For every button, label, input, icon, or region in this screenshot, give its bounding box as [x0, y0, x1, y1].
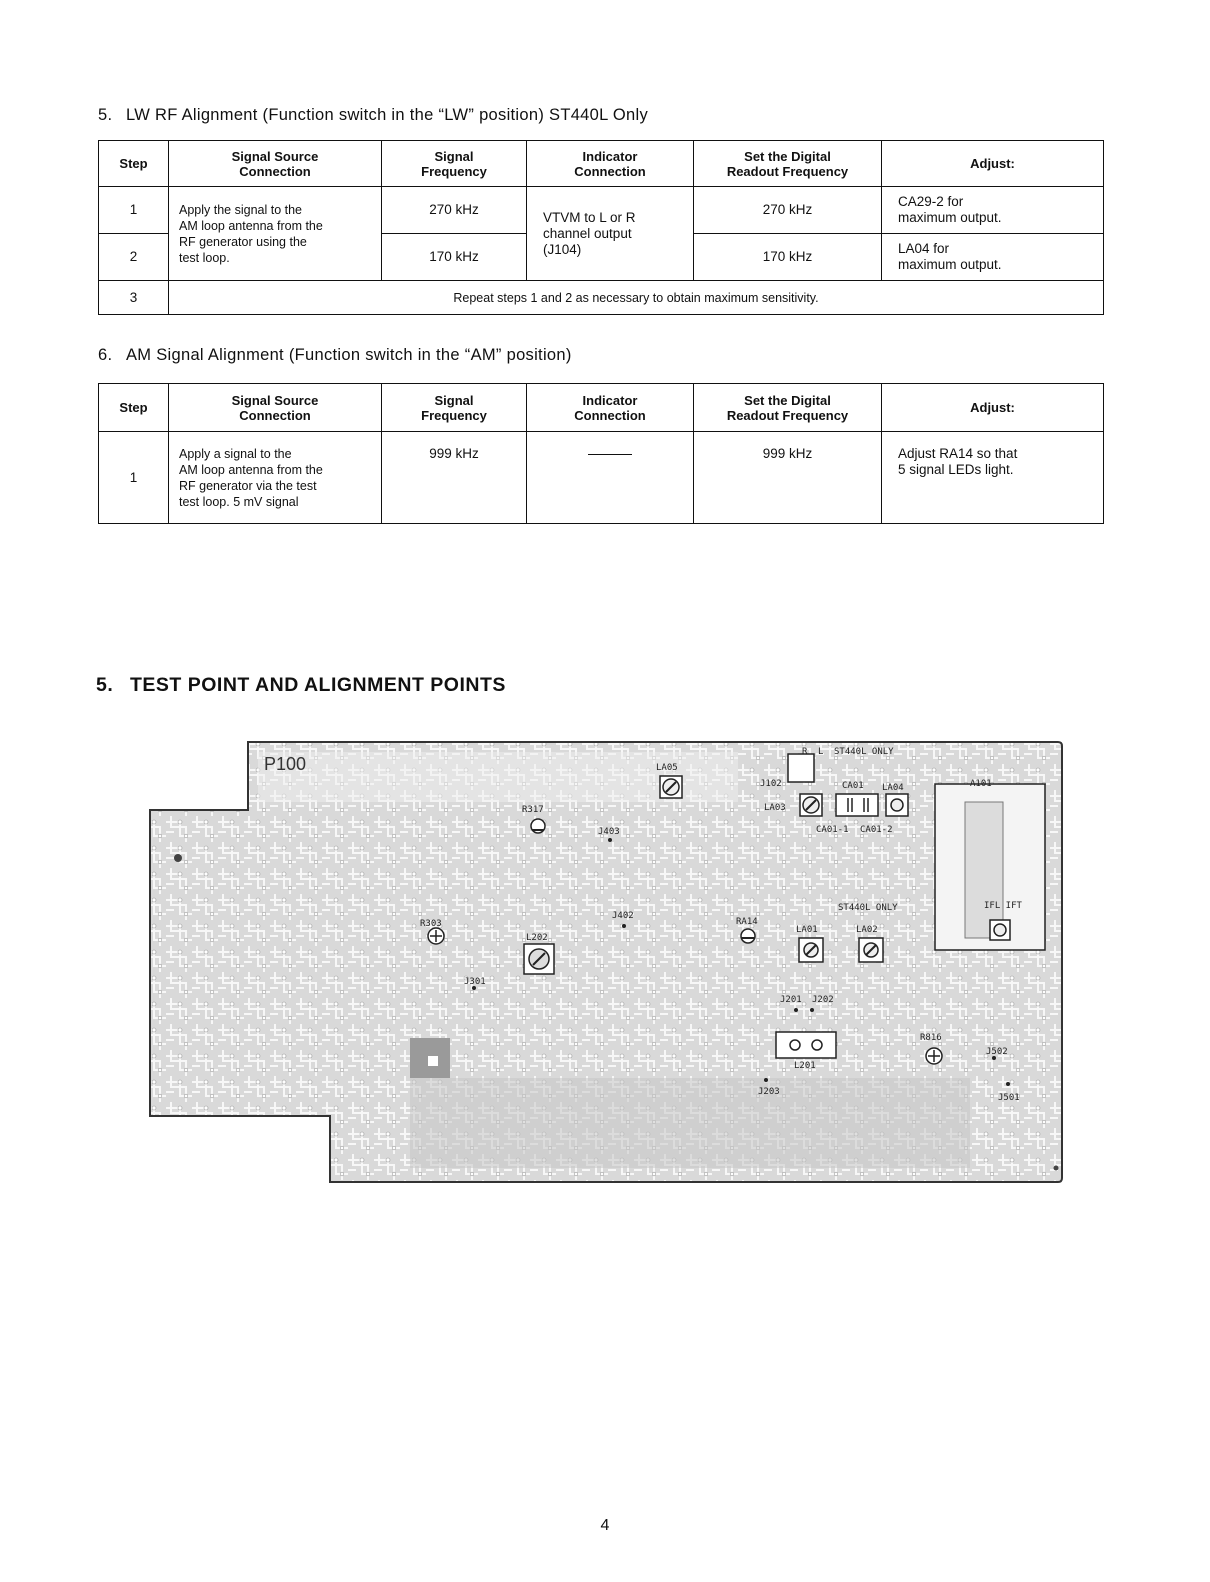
signal-source-cell: Apply the signal to the AM loop antenna from the RF generator using the test loop.	[169, 187, 382, 281]
readout-cell: 999 kHz	[694, 432, 882, 524]
table-row	[99, 281, 1104, 315]
trimmer-ra14	[741, 929, 755, 943]
test-points-number: 5.	[96, 674, 114, 696]
readout-cell: 170 kHz	[694, 234, 882, 281]
pcb-label: J201	[780, 995, 802, 1005]
test-point-j202	[810, 1008, 814, 1012]
pcb-label: J102	[760, 779, 782, 789]
pcb-label: IFL IFT	[984, 901, 1022, 911]
pcb-diagram	[140, 738, 1070, 1188]
test-point-j402	[622, 924, 626, 928]
header-signal-frequency: Signal Frequency	[382, 384, 527, 432]
test-point-j403	[608, 838, 612, 842]
am-section-title: AM Signal Alignment (Function switch in the “AM” position)	[126, 346, 572, 364]
pcb-label: LA01	[796, 925, 818, 935]
pcb-label: L202	[526, 933, 548, 943]
step-cell: 1	[99, 187, 169, 234]
lw-section-heading	[98, 106, 648, 125]
adjust-cell: CA29-2 for maximum output.	[882, 187, 1104, 234]
pcb-label: R317	[522, 805, 544, 815]
frequency-cell: 999 kHz	[382, 432, 527, 524]
coil-la01	[799, 938, 823, 962]
trimmer-r317	[531, 819, 545, 833]
step-cell: 2	[99, 234, 169, 281]
header-adjust: Adjust:	[882, 141, 1104, 187]
pcb-label: J403	[598, 827, 620, 837]
pcb-label: J301	[464, 977, 486, 987]
pcb-label: J402	[612, 911, 634, 921]
test-point-j201	[794, 1008, 798, 1012]
pcb-label: L201	[794, 1061, 816, 1071]
header-signal-frequency: Signal Frequency	[382, 141, 527, 187]
pcb-label: J501	[998, 1093, 1020, 1103]
adjust-cell: Adjust RA14 so that 5 signal LEDs light.	[882, 432, 1104, 524]
pcb-label: L	[818, 747, 824, 757]
header-adjust: Adjust:	[882, 384, 1104, 432]
pcb-label: CA01-1	[816, 825, 849, 835]
pcb-label: RA14	[736, 917, 758, 927]
pcb-label: LA03	[764, 803, 786, 813]
header-signal-source: Signal Source Connection	[169, 384, 382, 432]
indicator-cell: VTVM to L or R channel output (J104)	[527, 187, 694, 281]
pcb-label: R	[802, 747, 808, 757]
table-row	[99, 187, 1104, 234]
test-points-heading	[96, 674, 506, 697]
coil-l201	[776, 1032, 836, 1058]
indicator-cell	[527, 432, 694, 524]
pcb-label: J203	[758, 1087, 780, 1097]
coil-la02	[859, 938, 883, 962]
pcb-label: LA05	[656, 763, 678, 773]
table-header-row	[99, 141, 1104, 187]
pcb-label: ST440L ONLY	[834, 747, 894, 757]
pcb-label: CA01	[842, 781, 864, 791]
pcb-label: LA02	[856, 925, 878, 935]
frequency-cell: 170 kHz	[382, 234, 527, 281]
test-point-j203	[764, 1078, 768, 1082]
pcb-label: R816	[920, 1033, 942, 1043]
dash-mark	[588, 454, 632, 455]
pcb-label: CA01-2	[860, 825, 893, 835]
pcb-label: R303	[420, 919, 442, 929]
am-alignment-table	[98, 383, 1104, 524]
step-cell: 1	[99, 432, 169, 524]
capacitor-ca01	[836, 794, 878, 816]
pcb-label: A101	[970, 779, 992, 789]
coil-ift	[990, 920, 1010, 940]
pcb-label: J202	[812, 995, 834, 1005]
coil-l202	[524, 944, 554, 974]
trimmer-la03	[800, 794, 822, 816]
adjust-cell: LA04 for maximum output.	[882, 234, 1104, 281]
trimmer-r816	[926, 1048, 942, 1064]
lw-section-title: LW RF Alignment (Function switch in the “LW” position) ST440L Only	[126, 106, 649, 124]
am-section-heading	[98, 346, 572, 365]
signal-source-cell: Apply a signal to the AM loop antenna from the RF generator via the test test loop. 5 mV signal	[169, 432, 382, 524]
header-signal-source: Signal Source Connection	[169, 141, 382, 187]
page-number: 4	[600, 1517, 610, 1534]
trimmer-la05	[660, 776, 682, 798]
header-readout-frequency: Set the Digital Readout Frequency	[694, 384, 882, 432]
table-row	[99, 432, 1104, 524]
pcb-label: ST440L ONLY	[838, 903, 898, 913]
table-header-row	[99, 384, 1104, 432]
frequency-cell: 270 kHz	[382, 187, 527, 234]
test-points-title: TEST POINT AND ALIGNMENT POINTS	[130, 674, 506, 696]
lw-alignment-table	[98, 140, 1104, 315]
step-cell: 3	[99, 281, 169, 315]
switch-j102	[788, 754, 814, 782]
pcb-label: LA04	[882, 783, 904, 793]
readout-cell: 270 kHz	[694, 187, 882, 234]
header-indicator-connection: Indicator Connection	[527, 141, 694, 187]
board-label: P100	[264, 754, 307, 774]
am-section-number: 6.	[98, 346, 113, 364]
header-step: Step	[99, 384, 169, 432]
header-step: Step	[99, 141, 169, 187]
header-readout-frequency: Set the Digital Readout Frequency	[694, 141, 882, 187]
lw-section-number: 5.	[98, 106, 113, 124]
repeat-note-cell: Repeat steps 1 and 2 as necessary to obtain maximum sensitivity.	[169, 281, 1104, 315]
trimmer-r303	[428, 928, 444, 944]
test-point-j501	[1006, 1082, 1010, 1086]
header-indicator-connection: Indicator Connection	[527, 384, 694, 432]
pcb-label: J502	[986, 1047, 1008, 1057]
trimmer-la04	[886, 794, 908, 816]
